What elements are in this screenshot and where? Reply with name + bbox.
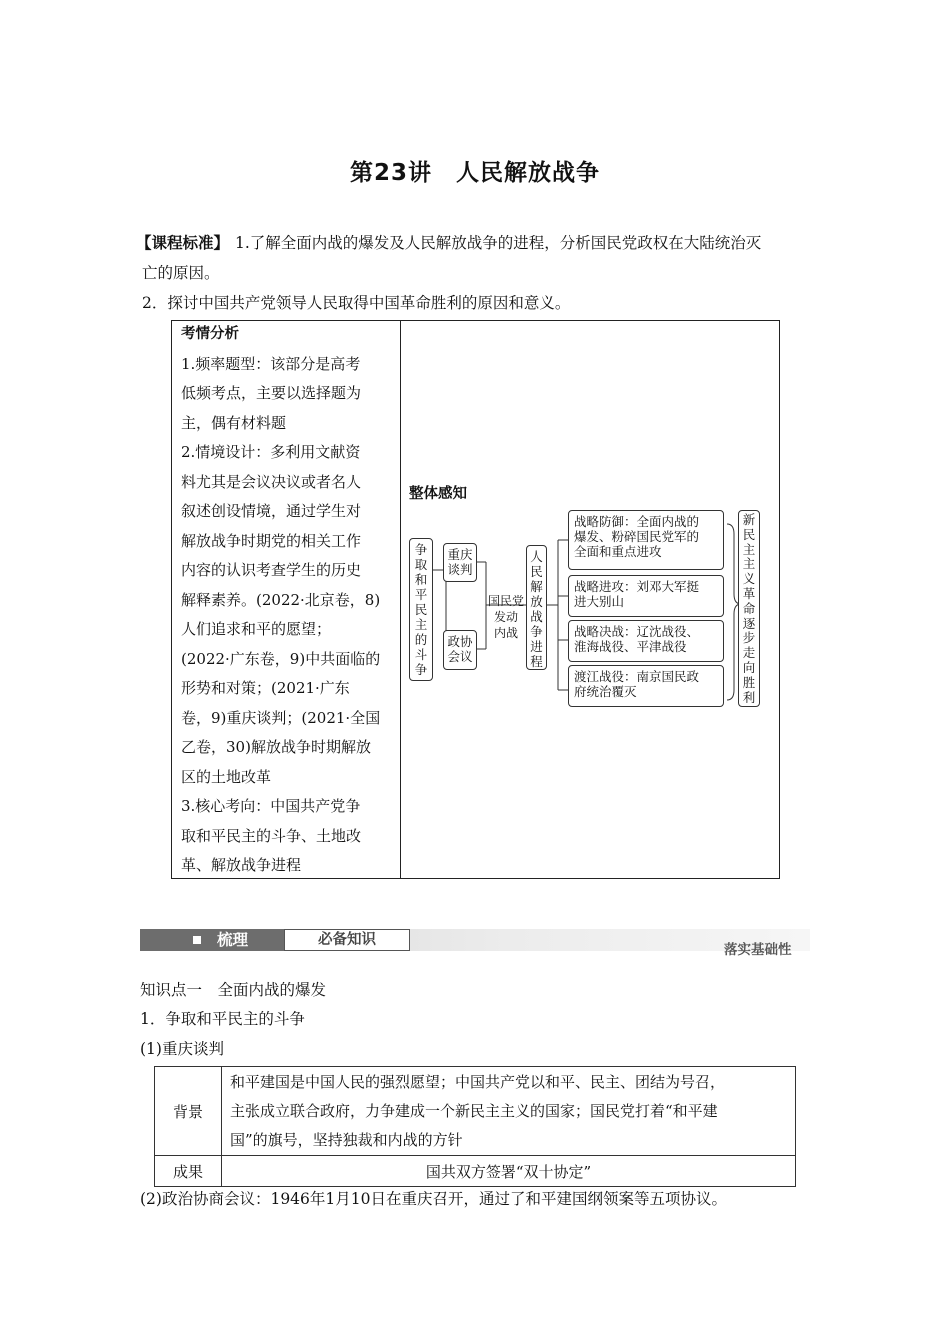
- analysis-line: 低频考点，主要以选择题为: [181, 384, 362, 402]
- analysis-lines: [181, 350, 396, 881]
- banner-dark-label: 梳理: [217, 931, 249, 949]
- label-civil-war: 国民党 发动 内战: [487, 594, 524, 640]
- stage-decisive: 战略决战：辽沈战役、 淮海战役、平津战役: [568, 620, 724, 662]
- overview-heading: 整体感知: [409, 486, 467, 502]
- analysis-line: 卷，9)重庆谈判；(2021·全国: [181, 708, 381, 727]
- node-victory: 新 民 主 主 义 革 命 逐 步 走 向 胜 利: [738, 510, 760, 707]
- row-label-result: 成果: [155, 1156, 222, 1187]
- banner-dark-block: [140, 929, 284, 951]
- analysis-line: 主，偶有材料题: [181, 413, 287, 432]
- analysis-line: 内容的认识考查学生的历史: [181, 561, 362, 579]
- node-war-process: 人 民 解 放 战 争 进 程: [526, 545, 547, 670]
- square-bullet-icon: [193, 936, 201, 944]
- analysis-line: 料尤其是会议决议或者名人: [181, 472, 362, 491]
- standard-line2: 2．探讨中国共产党领导人民取得中国革命胜利的原因和意义。: [142, 294, 571, 312]
- analysis-line: (2022·广东卷，9)中共面临的: [181, 649, 381, 668]
- stage-offense: 战略进攻：刘邓大军挺 进大别山: [568, 575, 724, 617]
- analysis-line: 3.核心考向：中国共产党争: [181, 797, 361, 815]
- stage-yangtze: 渡江战役：南京国民政 府统治覆灭: [568, 665, 724, 707]
- analysis-line: 人们追求和平的愿望；: [181, 620, 332, 638]
- row-label-background: 背景: [155, 1067, 222, 1156]
- background-line-2: 主张成立联合政府，力争建成一个新民主主义的国家；国民党打着“和平建: [230, 1101, 718, 1120]
- row-content-background: [222, 1067, 796, 1156]
- analysis-column: [181, 320, 396, 881]
- analysis-line: 2.情境设计：多利用文献资: [181, 443, 361, 461]
- analysis-line: 解放战争时期党的相关工作: [181, 531, 362, 550]
- background-line-1: 和平建国是中国人民的强烈愿望；中国共产党以和平、民主、团结为号召，: [230, 1072, 726, 1091]
- background-line-3: 国”的旗号，坚持独裁和内战的方针: [230, 1130, 463, 1149]
- analysis-line: 取和平民主的斗争、土地改: [181, 826, 362, 845]
- knowledge-item-1: 1．争取和平民主的斗争: [140, 1010, 305, 1028]
- table-row: [155, 1156, 796, 1187]
- banner-light-label: 必备知识: [318, 932, 376, 948]
- node-chongqing-talks: 重庆 谈判: [443, 543, 477, 582]
- row-content-result: 国共双方签署“双十协定”: [222, 1156, 796, 1187]
- knowledge-sub-1: (1)重庆谈判: [140, 1040, 224, 1058]
- analysis-heading: 考情分析: [181, 326, 239, 342]
- analysis-line: 解释素养。(2022·北京卷，8): [181, 590, 381, 609]
- table-row: [155, 1067, 796, 1156]
- knowledge-point-1: 知识点一 全面内战的爆发: [140, 981, 327, 999]
- analysis-line: 乙卷，30)解放战争时期解放: [181, 738, 371, 756]
- standard-label: 【课程标准】: [136, 234, 230, 252]
- banner-right-label: 落实基础性: [724, 942, 792, 958]
- stage-defense: 战略防御：全面内战的 爆发、粉碎国民党军的 全面和重点进攻: [568, 510, 724, 570]
- standard-line1b: 亡的原因。: [142, 264, 220, 282]
- node-peace-struggle: 争 取 和 平 民 主 的 斗 争: [409, 538, 433, 681]
- analysis-line: 叙述创设情境，通过学生对: [181, 502, 362, 520]
- analysis-line: 形势和对策；(2021·广东: [181, 679, 350, 697]
- node-pcc: 政协 会议: [443, 630, 477, 670]
- analysis-line: 区的土地改革: [181, 767, 272, 786]
- analysis-line: 革、解放战争进程: [181, 856, 302, 874]
- course-standard: [136, 228, 816, 318]
- knowledge-sub-2: (2)政治协商会议：1946年1月10日在重庆召开，通过了和平建国纲领案等五项协议。: [140, 1190, 727, 1208]
- talks-table: [154, 1066, 796, 1187]
- standard-line1: 1.了解全面内战的爆发及人民解放战争的进程，分析国民党政权在大陆统治灭: [235, 234, 762, 252]
- page-title: 第23讲 人民解放战争: [349, 160, 600, 186]
- analysis-line: 1.频率题型：该部分是高考: [181, 354, 361, 373]
